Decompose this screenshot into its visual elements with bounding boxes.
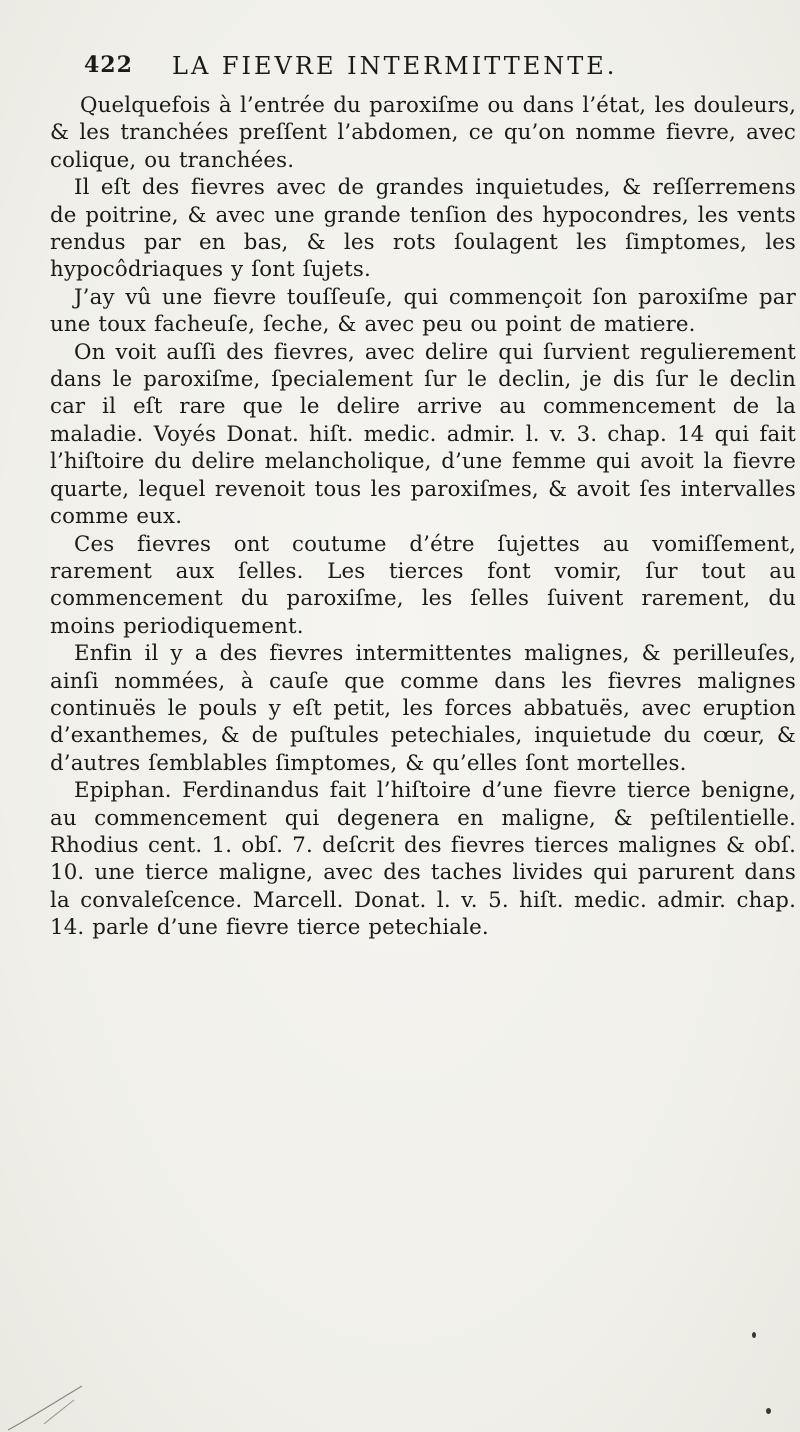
body-text [50, 92, 796, 942]
page-number: 422 [84, 52, 133, 78]
paragraph-cough-fever: J’ay vû une fievre touſſeuſe, qui commençoit ſon paroxiſme par une toux facheuſe, ſeche, & avec peu ou point de matiere. [50, 284, 796, 338]
paragraph-colic-fever: Quelquefois à l’entrée du paroxiſme ou dans l’état, les douleurs, & les tranchées preſſent l’abdomen, ce qu’on nomme fievre, avec colique, ou tranchées. [50, 93, 796, 173]
paragraph-vomiting-fever: Ces fievres ont coutume d’étre ſujettes au vomiſſement, rarement aux ſelles. Les tierces font vomir, ſur tout au commencement du paroxiſme, les ſelles ſuivent rarement, du moins periodiquement. [50, 531, 796, 639]
page-header [84, 52, 724, 92]
paragraph-case-references: Epiphan. Ferdinandus fait l’hiſtoire d’une fievre tierce benigne, au commencement qui degenera en maligne, & peſtilentielle. Rhodius cent. 1. obſ. 7. deſcrit des fievres tierces malignes & obſ. 10. une tierce maligne, avec des taches livides qui parurent dans la convaleſcence. Marcell. Donat. l. v. 5. hiſt. medic. admir. chap. 14. parle d’une fievre tierce petechiale. [50, 778, 796, 941]
running-title: LA FIEVRE INTERMITTENTE. [172, 52, 618, 80]
ink-speck [752, 1332, 756, 1338]
ink-speck [766, 1408, 771, 1414]
paragraph-malignant-fever: Enfin il y a des fievres intermittentes malignes, & perilleuſes, ainſi nommées, à cauſe que comme dans les fievres malignes continuës le pouls y eſt petit, les forces abbatuës, avec eruption d’exanthemes, & de puſtules petechiales, inquietude du cœur, & d’autres ſemblables ſimptomes, & qu’elles ſont mortelles. [50, 641, 796, 776]
pen-mark [0, 1360, 120, 1432]
paragraph-hypochondriac-fever: Il eſt des fievres avec de grandes inquietudes, & reſſerremens de poitrine, & avec une grande tenſion des hypocondres, les vents rendus par en bas, & les rots ſoulagent les ſimptomes, les hypocôdriaques y ſont ſujets. [50, 175, 796, 283]
paragraph-delirium-fever: On voit auſſi des fievres, avec delire qui ſurvient regulierement dans le paroxiſme, ſpecialement ſur le declin, je dis ſur le declin car il eſt rare que le delire arrive au commencement de la maladie. Voyés Donat. hiſt. medic. admir. l. v. 3. chap. 14 qui fait l’hiſtoire du delire melancholique, d’une femme qui avoit la fievre quarte, lequel revenoit tous les paroxiſmes, & avoit ſes intervalles comme eux. [50, 339, 796, 530]
